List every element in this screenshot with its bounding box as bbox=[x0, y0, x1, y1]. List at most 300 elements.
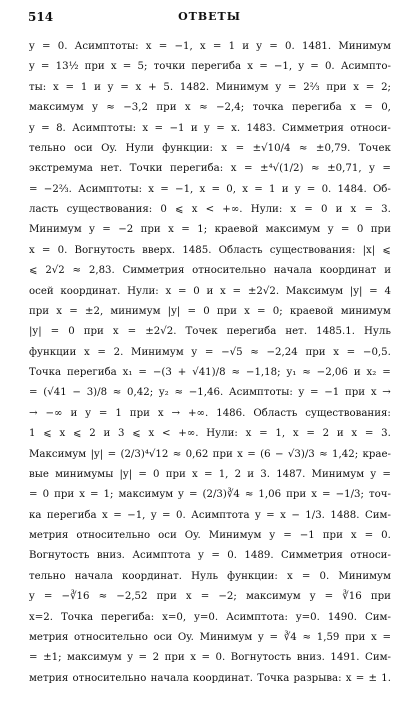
word: x bbox=[333, 346, 339, 358]
word: 1, bbox=[218, 468, 229, 480]
word: −√5 bbox=[221, 346, 243, 358]
text-line bbox=[29, 470, 391, 490]
word: при bbox=[156, 102, 177, 114]
word: точка bbox=[252, 102, 284, 114]
word: 1,06 bbox=[258, 489, 282, 501]
word: начала bbox=[74, 570, 113, 582]
word: краевой bbox=[289, 305, 334, 317]
word: 3. bbox=[381, 204, 391, 215]
text-line bbox=[29, 388, 391, 408]
word: √3)/3 bbox=[287, 448, 315, 460]
word: краевой bbox=[214, 224, 259, 236]
word: = bbox=[306, 428, 315, 440]
word: 0 bbox=[203, 305, 210, 317]
word: при bbox=[212, 448, 233, 460]
word: минимумы bbox=[55, 468, 114, 480]
word: y bbox=[294, 183, 301, 195]
word: метрия bbox=[29, 530, 69, 541]
word: = bbox=[309, 387, 319, 399]
word: x bbox=[237, 448, 243, 460]
word: минимум bbox=[110, 305, 161, 317]
text-line bbox=[29, 633, 391, 653]
word: Сим- bbox=[365, 652, 391, 664]
word: Нуль bbox=[364, 326, 391, 338]
word: x bbox=[148, 183, 155, 195]
word: (√41 bbox=[43, 387, 67, 399]
word: Нуль bbox=[191, 570, 219, 582]
word: при bbox=[156, 591, 177, 603]
word: −1,46. bbox=[188, 387, 224, 399]
word: ⩽ bbox=[175, 204, 184, 215]
text-line bbox=[29, 613, 391, 633]
word: x bbox=[221, 142, 228, 154]
word: ±⁴√(1/2) bbox=[260, 163, 304, 175]
page-number: 514 bbox=[28, 10, 54, 24]
word: Минимум bbox=[199, 631, 253, 643]
text-line bbox=[29, 287, 391, 307]
word: при bbox=[305, 346, 326, 358]
word: 0 bbox=[68, 326, 75, 338]
word: ⩽ bbox=[29, 265, 38, 277]
word: 1482. bbox=[179, 81, 210, 93]
word: существования: bbox=[305, 407, 391, 419]
word: x bbox=[242, 183, 249, 195]
text-line bbox=[29, 368, 391, 388]
word: −0,5. bbox=[362, 346, 391, 358]
text-line bbox=[29, 531, 391, 551]
word: x bbox=[191, 204, 198, 215]
word: 1,42; bbox=[332, 448, 359, 460]
word: 1490. bbox=[327, 611, 357, 623]
word: ка bbox=[29, 509, 42, 521]
word: −(3 bbox=[152, 367, 172, 378]
word: существования: bbox=[269, 244, 356, 256]
word: Минимум bbox=[29, 224, 82, 236]
word: = bbox=[257, 305, 266, 317]
word: при bbox=[322, 530, 343, 541]
word: максимум bbox=[265, 224, 321, 236]
word: Асимптоты: bbox=[78, 183, 143, 195]
text-line bbox=[29, 429, 391, 449]
word: начала bbox=[150, 672, 189, 684]
word: = bbox=[113, 509, 122, 521]
word: = bbox=[187, 305, 197, 317]
word: максимум bbox=[245, 591, 301, 603]
word: +∞. bbox=[188, 407, 209, 419]
word: x bbox=[135, 81, 142, 93]
text-line bbox=[29, 246, 391, 266]
word: ≈ bbox=[106, 102, 115, 114]
word: 1481. bbox=[301, 41, 332, 52]
word: = bbox=[50, 326, 60, 338]
word: крае- bbox=[362, 448, 391, 460]
word: (2/3)∛4 bbox=[202, 489, 240, 501]
word: 1489. bbox=[244, 550, 274, 562]
word: = bbox=[287, 81, 297, 93]
word: + bbox=[148, 81, 157, 93]
word: y bbox=[298, 61, 305, 73]
word: минимум bbox=[340, 305, 391, 317]
word: Oy. bbox=[184, 530, 201, 541]
word: = bbox=[41, 244, 51, 256]
word: 0 bbox=[160, 204, 167, 215]
word: = bbox=[243, 163, 253, 175]
text-line bbox=[29, 124, 391, 144]
word: нет. bbox=[285, 326, 308, 338]
word: ≈ bbox=[199, 102, 208, 114]
word: 3 bbox=[118, 428, 125, 440]
word: ±2√2. bbox=[145, 326, 177, 338]
word: |y| bbox=[29, 326, 42, 338]
text-line bbox=[29, 511, 391, 531]
word: x bbox=[199, 183, 206, 195]
word: начала bbox=[273, 265, 312, 277]
word: = bbox=[41, 41, 51, 52]
word: 13½ bbox=[55, 61, 79, 73]
text-line bbox=[29, 144, 391, 164]
word: максимум bbox=[118, 489, 174, 501]
word: 3. bbox=[260, 468, 270, 480]
text-line bbox=[29, 592, 391, 612]
word: − bbox=[291, 509, 300, 521]
word: = bbox=[283, 530, 292, 541]
word: = bbox=[216, 122, 225, 134]
word: x bbox=[59, 428, 66, 440]
word: и bbox=[336, 428, 344, 440]
word: Точек bbox=[185, 326, 218, 338]
word: ∛16 bbox=[342, 591, 362, 603]
word: оси bbox=[74, 142, 93, 154]
word: ≈ bbox=[319, 448, 328, 460]
word: x bbox=[286, 570, 293, 582]
word: y=0. bbox=[194, 611, 219, 623]
word: ласть bbox=[29, 204, 59, 215]
word: < bbox=[205, 204, 215, 215]
word: + bbox=[177, 367, 187, 378]
text-line bbox=[29, 42, 391, 62]
word: вые bbox=[29, 468, 49, 480]
word: y bbox=[29, 591, 35, 603]
word: = bbox=[364, 530, 374, 541]
word: = bbox=[365, 81, 375, 93]
word: Oy. bbox=[101, 142, 118, 154]
word: при bbox=[326, 81, 347, 93]
word: при bbox=[370, 224, 391, 236]
word: y bbox=[198, 550, 204, 562]
word: = bbox=[98, 407, 108, 419]
word: Точка bbox=[29, 367, 62, 378]
word: x bbox=[244, 305, 250, 317]
word: = bbox=[212, 41, 222, 52]
word: x bbox=[142, 122, 149, 134]
word: при bbox=[129, 407, 150, 419]
word: = bbox=[266, 509, 275, 521]
word: 2√2 bbox=[45, 265, 65, 277]
word: = bbox=[122, 61, 132, 73]
word: = bbox=[382, 367, 391, 378]
word: 1486. bbox=[216, 407, 246, 419]
word: = bbox=[40, 61, 50, 73]
running-title: ОТВЕТЫ bbox=[178, 10, 241, 23]
word: ≈ bbox=[298, 142, 308, 154]
word: ≈ bbox=[311, 163, 320, 175]
word: = bbox=[340, 224, 350, 236]
word: = bbox=[43, 591, 53, 603]
word: и bbox=[190, 122, 198, 134]
word: |y| bbox=[90, 448, 104, 460]
word: x bbox=[245, 428, 252, 440]
word: −3,2 bbox=[123, 102, 148, 114]
word: x bbox=[168, 224, 174, 236]
word: и bbox=[70, 407, 78, 419]
word: −1/3; bbox=[335, 489, 364, 501]
text-line bbox=[29, 205, 391, 225]
word: = bbox=[259, 61, 268, 73]
word: −2,24 bbox=[266, 346, 298, 358]
word: 0. bbox=[381, 530, 391, 541]
word: = bbox=[369, 285, 378, 297]
word: ±1; bbox=[43, 652, 62, 664]
word: ≈ bbox=[302, 367, 311, 378]
word: при bbox=[286, 489, 307, 501]
word: = bbox=[29, 387, 38, 399]
word: x bbox=[230, 163, 237, 175]
page-header bbox=[0, 10, 419, 26]
word: Асимптоты: bbox=[74, 41, 139, 52]
word: 2 bbox=[89, 428, 96, 440]
word: x bbox=[292, 428, 299, 440]
word: 0 bbox=[193, 285, 200, 297]
word: = bbox=[310, 61, 319, 73]
word: оси bbox=[153, 631, 173, 643]
word: ∛4 bbox=[283, 631, 297, 643]
word: 0. bbox=[215, 652, 226, 664]
word: x bbox=[52, 81, 59, 93]
word: = bbox=[154, 122, 164, 134]
word: Симметрия bbox=[122, 265, 185, 277]
word: Минимум bbox=[208, 530, 262, 541]
word: = bbox=[65, 81, 75, 93]
word: и bbox=[94, 81, 101, 93]
word: Сим- bbox=[364, 509, 391, 521]
word: −2; bbox=[218, 591, 237, 603]
word: = bbox=[138, 468, 147, 480]
word: при bbox=[29, 305, 50, 317]
word: 0. bbox=[57, 41, 68, 52]
word: 1485.1. bbox=[316, 326, 355, 338]
word: (6 bbox=[260, 448, 271, 460]
word: при bbox=[54, 489, 75, 501]
word: экстремума bbox=[29, 163, 93, 175]
word: ≈ bbox=[172, 448, 182, 460]
word: 0,42; bbox=[127, 387, 154, 399]
text-line bbox=[29, 225, 391, 245]
word: 8. bbox=[56, 122, 66, 134]
word: y bbox=[150, 509, 157, 521]
word: функции bbox=[29, 346, 77, 358]
word: x bbox=[350, 204, 357, 215]
word: Минимум bbox=[215, 81, 269, 93]
word: x bbox=[165, 285, 172, 297]
word: +∞. bbox=[222, 204, 243, 215]
word: = bbox=[382, 631, 391, 643]
word: и bbox=[242, 41, 250, 52]
word: тельно bbox=[29, 142, 66, 154]
word: ±√10/4 bbox=[252, 142, 291, 154]
word: −2⅔. bbox=[43, 183, 72, 195]
word: x bbox=[29, 244, 35, 256]
word: = bbox=[211, 183, 221, 195]
word: ≈ bbox=[244, 489, 254, 501]
text-line bbox=[29, 307, 391, 327]
word: 2⅔ bbox=[303, 81, 320, 93]
word: x bbox=[353, 81, 359, 93]
word: Область bbox=[218, 244, 263, 256]
word: y bbox=[89, 224, 95, 236]
word: 1 bbox=[228, 41, 236, 52]
word: при bbox=[84, 61, 105, 73]
word: 1. bbox=[381, 672, 391, 684]
word: x bbox=[220, 285, 226, 297]
text-line bbox=[29, 266, 391, 286]
word: 0 bbox=[320, 204, 328, 215]
word: 0 bbox=[356, 224, 364, 236]
word: y bbox=[327, 224, 334, 236]
word: = bbox=[211, 550, 220, 562]
word: y bbox=[92, 102, 98, 114]
word: = bbox=[160, 183, 169, 195]
word: функции: bbox=[227, 570, 278, 582]
word: x bbox=[350, 530, 357, 541]
word: x bbox=[311, 489, 317, 501]
word: 2. bbox=[113, 346, 124, 358]
text-line bbox=[29, 83, 391, 103]
word: и bbox=[281, 183, 289, 195]
word: 0. bbox=[324, 61, 335, 73]
word: Вогнутость bbox=[74, 244, 135, 256]
word: = bbox=[181, 224, 190, 236]
word: ⩽ bbox=[132, 428, 141, 440]
word: y bbox=[204, 122, 210, 134]
word: относи- bbox=[350, 122, 391, 134]
word: тельно bbox=[29, 570, 66, 582]
word: координат. bbox=[193, 672, 253, 684]
word: = bbox=[247, 448, 256, 460]
word: = bbox=[382, 163, 391, 175]
word: − bbox=[72, 387, 81, 399]
word: 1488. bbox=[330, 509, 360, 521]
word: y bbox=[370, 468, 377, 480]
word: Минимум bbox=[311, 468, 365, 480]
word: Максимум bbox=[285, 285, 344, 297]
word: ±2, bbox=[84, 305, 104, 317]
word: 1, bbox=[275, 428, 286, 440]
word: ≈ bbox=[98, 591, 108, 603]
word: относи- bbox=[350, 550, 391, 562]
word: Нули: bbox=[127, 285, 159, 297]
text-line bbox=[29, 551, 391, 571]
word: метрия bbox=[29, 672, 69, 684]
word: x bbox=[79, 489, 85, 501]
word: 1 bbox=[80, 81, 88, 93]
word: x bbox=[56, 305, 63, 317]
word: вниз. bbox=[296, 652, 325, 664]
word: = bbox=[97, 346, 106, 358]
word: максимум bbox=[29, 102, 84, 114]
word: = bbox=[162, 509, 171, 521]
word: x₂ bbox=[366, 367, 377, 378]
word: x bbox=[112, 326, 119, 338]
word: x₁ bbox=[122, 367, 133, 378]
word: 3)/8 bbox=[86, 387, 108, 399]
text-line bbox=[29, 103, 391, 123]
answers-text bbox=[29, 42, 391, 694]
word: нет. bbox=[100, 163, 123, 175]
word: −1, bbox=[273, 61, 293, 73]
text-line bbox=[29, 409, 391, 429]
word: = bbox=[138, 652, 148, 664]
text-line bbox=[29, 674, 391, 694]
word: при bbox=[216, 305, 237, 317]
word: при bbox=[83, 326, 104, 338]
word: y bbox=[269, 530, 276, 541]
word: = bbox=[269, 41, 278, 52]
word: → bbox=[382, 387, 391, 399]
word: Асимптота bbox=[191, 509, 250, 521]
word: ≈ bbox=[112, 387, 122, 399]
word: 1491. bbox=[330, 652, 360, 664]
word: = bbox=[107, 448, 117, 460]
word: и bbox=[335, 204, 343, 215]
word: −1 bbox=[324, 387, 340, 399]
word: координат bbox=[319, 265, 377, 277]
word: Сим- bbox=[364, 611, 391, 623]
word: 3. bbox=[381, 428, 391, 440]
word: вверх. bbox=[142, 244, 176, 256]
text-line bbox=[29, 327, 391, 347]
word: и bbox=[247, 468, 255, 480]
word: осей bbox=[29, 285, 54, 297]
word: ≈ bbox=[231, 367, 240, 378]
word: 4 bbox=[384, 285, 391, 297]
word: x bbox=[102, 509, 108, 521]
word: 2 bbox=[322, 428, 330, 440]
word: y bbox=[256, 41, 263, 52]
word: −∛16 bbox=[61, 591, 90, 603]
word: метрия bbox=[29, 631, 69, 643]
word: −1, bbox=[174, 41, 193, 52]
word: y bbox=[29, 122, 35, 134]
word: 0. bbox=[319, 570, 330, 582]
word: |y| bbox=[119, 468, 133, 480]
word: Асимптота: bbox=[226, 611, 288, 623]
word: y₂ bbox=[158, 387, 169, 399]
word: Минимум bbox=[338, 570, 391, 582]
word: существования: bbox=[66, 204, 153, 215]
word: и bbox=[353, 367, 361, 378]
word: = bbox=[158, 41, 168, 52]
word: = bbox=[89, 489, 99, 501]
text-line bbox=[29, 348, 391, 368]
word: вниз. bbox=[96, 550, 125, 562]
word: = bbox=[382, 468, 391, 480]
word: ± bbox=[368, 672, 378, 684]
word: Вогнутость bbox=[29, 550, 90, 562]
word: = bbox=[41, 122, 50, 134]
word: относительно bbox=[192, 265, 266, 277]
word: относительно bbox=[72, 672, 147, 684]
word: = bbox=[355, 672, 365, 684]
